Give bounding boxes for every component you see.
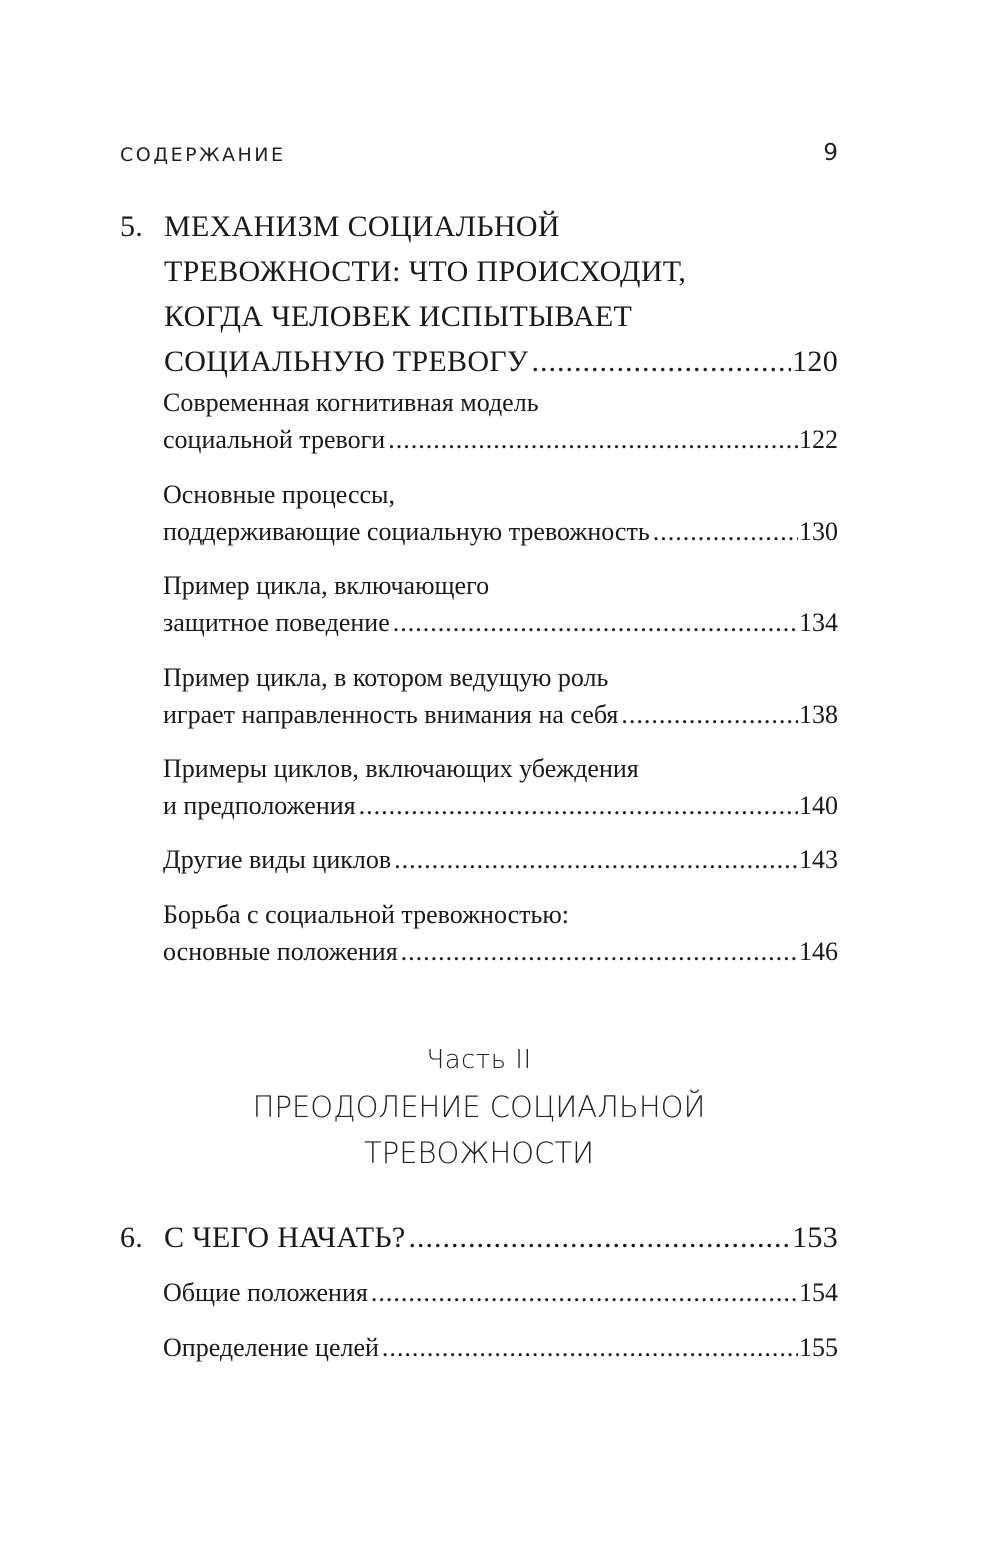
part-heading [120,1040,838,1176]
section-title-line: Примеры циклов, включающих убеждения [163,754,639,783]
chapter-number: 6. [120,1221,144,1254]
section-title-line: Пример цикла, в котором ведущую роль [163,663,609,692]
chapter-title-line: КОГДА ЧЕЛОВЕК ИСПЫТЫВАЕТ [164,300,633,333]
dot-leader [621,696,798,733]
section-title-line: Основные процессы, [163,480,395,509]
chapter-title-line: ТРЕВОЖНОСТИ: ЧТО ПРОИСХОДИТ, [164,255,687,288]
section-title-line: Другие виды циклов [163,845,392,874]
section-title-line: Современная когнитивная модель [163,388,539,417]
section-title-line: Общие положения [163,1278,368,1307]
toc-section [163,841,838,878]
section-title-line: Пример цикла, включающего [163,571,490,600]
chapter-title-line: С ЧЕГО НАЧАТЬ? [164,1221,406,1254]
toc-page-number: 155 [799,1333,838,1362]
dot-leader [393,604,798,641]
dot-leader [394,841,798,878]
toc-chapter-5 [120,204,838,384]
toc-page-number: 138 [799,700,838,729]
toc-section [163,476,838,550]
section-title-line: защитное поведение [163,608,390,637]
toc-section [163,567,838,641]
chapter-title-line: МЕХАНИЗМ СОЦИАЛЬНОЙ [164,210,560,243]
toc-page-number: 120 [792,345,838,378]
section-title-line: Определение целей [163,1333,379,1362]
toc-page-number: 122 [799,425,838,454]
dot-leader [371,1274,798,1311]
running-head: СОДЕРЖАНИЕ [120,144,286,166]
section-title-line: играет направленность внимания на себя [163,700,619,729]
toc-section [163,659,838,733]
chapter-title-line: СОЦИАЛЬНУЮ ТРЕВОГУ [164,345,529,378]
toc-section [163,384,838,458]
dot-leader [359,787,798,824]
toc-page-number: 146 [799,937,838,966]
dot-leader [408,1215,791,1260]
toc-page-number: 140 [799,791,838,820]
section-title-line: и предположения [163,791,356,820]
section-title-line: Борьба с социальной тревожностью: [163,900,569,929]
toc-section [163,1329,838,1366]
part-title-line: ПРЕОДОЛЕНИЕ СОЦИАЛЬНОЙ [252,1090,706,1124]
toc-page-number: 130 [799,517,838,546]
chapter-number: 5. [120,210,144,243]
toc-page-number: 143 [799,845,838,874]
section-title-line: социальной тревоги [163,425,386,454]
toc-section [163,750,838,824]
section-title-line: поддерживающие социальную тревожность [163,517,650,546]
part-title [120,1084,838,1176]
page-number: 9 [823,140,838,166]
toc-section [163,1274,838,1311]
part-label: Часть II [426,1045,532,1075]
part-title-line: ТРЕВОЖНОСТИ [364,1136,594,1170]
section-title-line: основные положения [163,937,398,966]
dot-leader [382,1329,798,1366]
dot-leader [653,513,798,550]
toc-section [163,896,838,970]
toc-chapter-6 [120,1215,838,1260]
dot-leader [531,339,791,384]
toc-page-number: 134 [799,608,838,637]
dot-leader [388,421,798,458]
dot-leader [401,933,798,970]
toc-page-number: 154 [799,1278,838,1307]
toc-page-number: 153 [792,1221,838,1254]
